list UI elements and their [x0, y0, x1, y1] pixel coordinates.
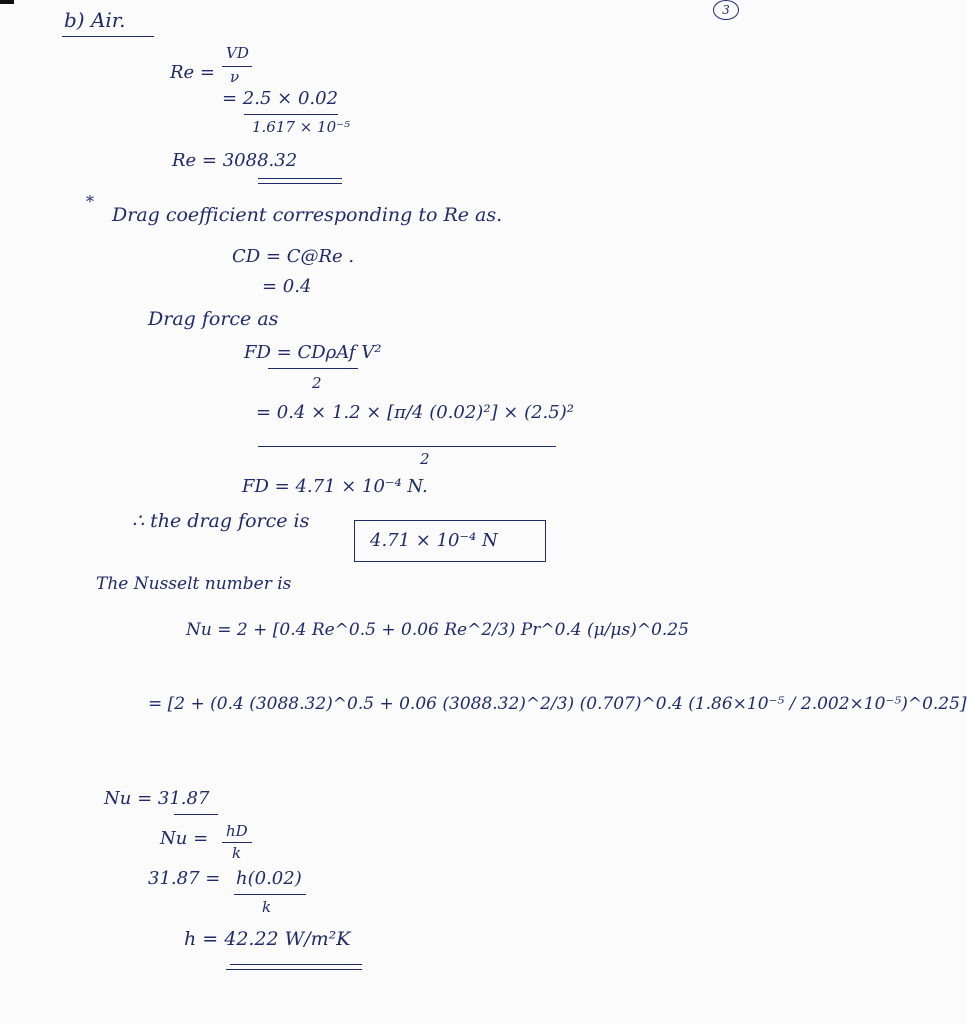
nu-result: Nu = 31.87 — [104, 788, 210, 809]
nu-sub-lhs: 31.87 = — [148, 868, 221, 889]
nu-formula: Nu = 2 + [0.4 Re^0.5 + 0.06 Re^2/3) Pr^0.4 (μ/μs)^0.25 — [186, 620, 689, 640]
re-num: = 2.5 × 0.02 — [222, 88, 339, 109]
fd-sub-den: 2 — [420, 450, 430, 468]
re-result: Re = 3088.32 — [172, 150, 298, 171]
fd-result: FD = 4.71 × 10⁻⁴ N. — [242, 476, 428, 497]
drag-coeff-text: Drag coefficient corresponding to Re as. — [112, 204, 503, 226]
re-def-den: ν — [230, 68, 240, 86]
re-def-lhs: Re = — [170, 62, 216, 83]
part-label-underline — [62, 36, 154, 37]
nu-sub-bar — [234, 894, 306, 895]
re-def-num: VD — [226, 44, 249, 62]
drag-force-answer: 4.71 × 10⁻⁴ N — [370, 530, 498, 551]
nu-hdk-num: hD — [226, 822, 248, 840]
nu-hdk-lhs: Nu = — [160, 828, 209, 849]
re-result-underline-2 — [258, 183, 342, 184]
cd-eq: CD = C@Re . — [232, 246, 355, 267]
fd-bar — [268, 368, 358, 369]
nu-sub-den: k — [262, 898, 272, 916]
nu-sub-num: h(0.02) — [236, 868, 302, 889]
re-result-underline-1 — [258, 178, 342, 179]
h-result-underline-2 — [226, 969, 362, 970]
nu-hdk-bar — [222, 842, 252, 843]
nusselt-text: The Nusselt number is — [96, 574, 292, 594]
part-label: b) Air. — [64, 8, 126, 32]
re-den: 1.617 × 10⁻⁵ — [252, 118, 351, 136]
re-def-bar — [222, 66, 252, 67]
h-result: h = 42.22 W/m²K — [184, 928, 351, 950]
asterisk-marker: * — [86, 192, 94, 211]
drag-force-is-text: ∴ the drag force is — [132, 510, 310, 532]
fd-sub-num: = 0.4 × 1.2 × [π/4 (0.02)²] × (2.5)² — [256, 402, 574, 423]
drag-force-text: Drag force as — [148, 308, 279, 330]
nu-hdk-den: k — [232, 844, 242, 862]
fd-sub-bar — [258, 446, 556, 447]
re-bar — [244, 114, 338, 115]
cd-val: = 0.4 — [262, 276, 312, 297]
fd-num: FD = CDρAf V² — [244, 342, 382, 363]
page-number: 3 — [713, 0, 739, 20]
corner-mark — [0, 0, 14, 4]
nu-substituted: = [2 + (0.4 (3088.32)^0.5 + 0.06 (3088.32)^2/3) (0.707)^0.4 (1.86×10⁻⁵ / 2.002×10⁻⁵)^0.25] — [148, 694, 967, 714]
nu-result-underline — [174, 814, 218, 815]
h-result-underline-1 — [230, 964, 362, 965]
fd-den: 2 — [312, 374, 322, 392]
